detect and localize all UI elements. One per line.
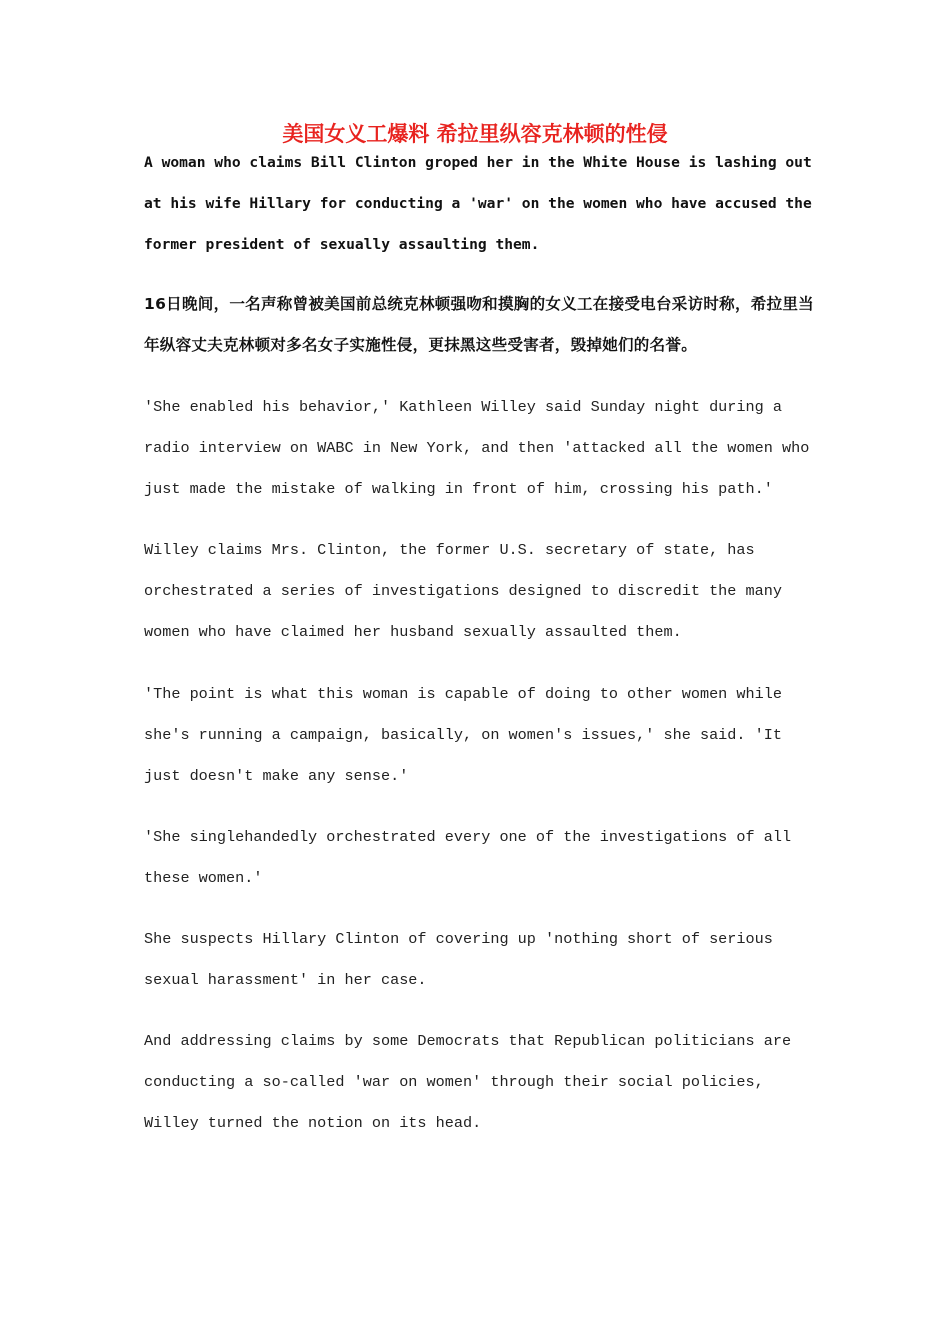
article-title: 美国女义工爆料 希拉里纵容克林顿的性侵 <box>282 122 668 146</box>
paragraph-campaign-quote: 'The point is what this woman is capable of doing to other women while she's running a campaign, basically, on women's issues,' she said. 'It just doesn't make any sense.' <box>144 685 792 786</box>
paragraph-war-on-women: And addressing claims by some Democrats that Republican politicians are conducting a so-called 'war on women' through their social policies, Willey turned the notion on its head. <box>144 1032 801 1133</box>
paragraph-singlehandedly: 'She singlehandedly orchestrated every one of the investigations of all these women.' <box>144 828 801 888</box>
paragraph-intro-english: A woman who claims Bill Clinton groped her in the White House is lashing out at his wife Hillary for conducting a 'war' on the women who have accused the former president of sexually assaulting them. <box>144 154 821 254</box>
paragraph-harassment: She suspects Hillary Clinton of covering up 'nothing short of serious sexual harassment' in her case. <box>144 930 782 990</box>
paragraph-intro-chinese: 16日晚间，一名声称曾被美国前总统克林顿强吻和摸胸的女义工在接受电台采访时称，希拉里当年纵容丈夫克林顿对多名女子实施性侵，更抹黑这些受害者，毁掉她们的名誉。 <box>144 295 814 355</box>
paragraph-investigations: Willey claims Mrs. Clinton, the former U.S. secretary of state, has orchestrated a series of investigations designed to discredit the many women who have claimed her husband sexually assaulted them. <box>144 541 792 642</box>
paragraph-willey-quote: 'She enabled his behavior,' Kathleen Willey said Sunday night during a radio interview on WABC in New York, and then 'attacked all the women who just made the mistake of walking in front of him, crossing his path.' <box>144 398 819 499</box>
